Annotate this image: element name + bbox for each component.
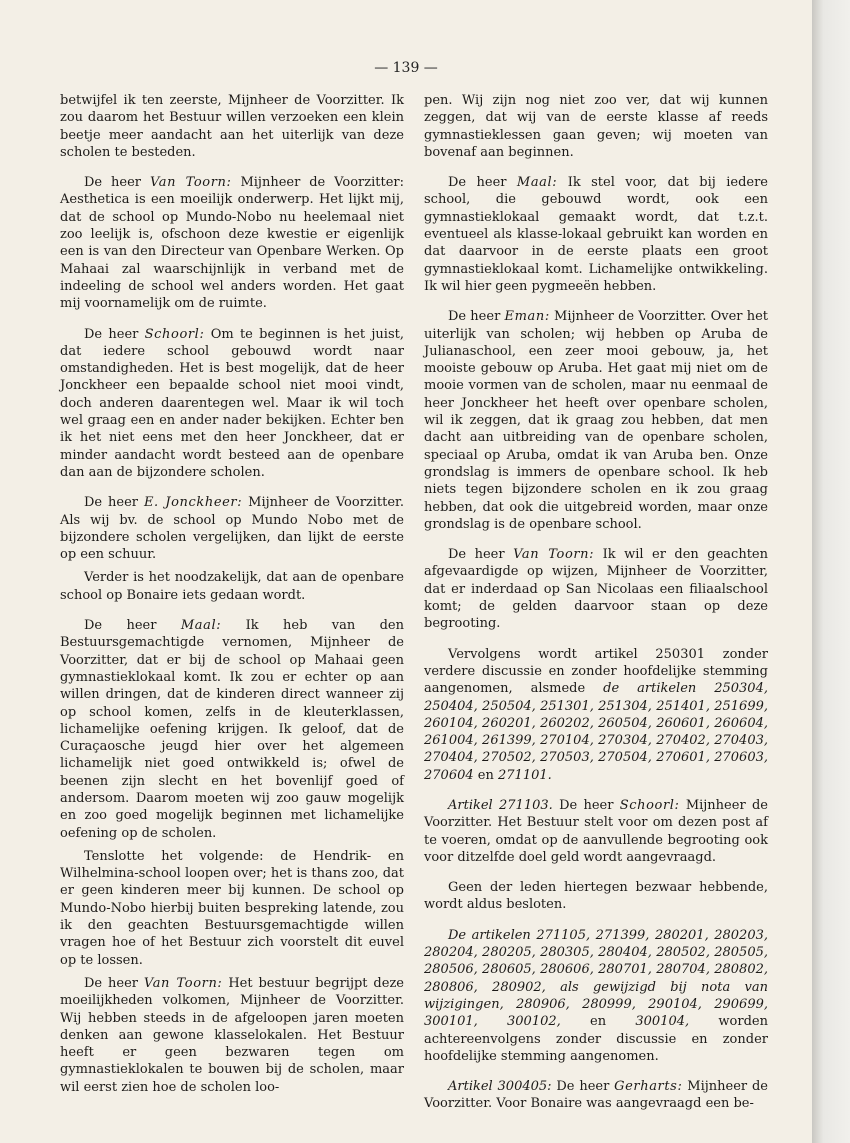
article-speech-paragraph: Artikel 271103. De heer Schoorl: Mijnheer de Voorzitter. Het Bestuur stelt voor om dezen post af te voeren, omdat op de aanvullende begrooting ook voor ditzelfde doel geld wordt aangevraagd. — [424, 797, 768, 865]
paragraph: pen. Wij zijn nog niet zoo ver, dat wij kunnen zeggen, dat wij van de eerste klasse af reeds gymnastieklessen gaan geven; wij moeten van bovenaf aan beginnen. — [424, 93, 768, 160]
paragraph: Tenslotte het volgende: de Hendrik- en Wilhelmina-school loopen over; het is thans zoo, dat er geen kinderen meer bij kunnen. De school op Mundo-Nobo hierbij buiten bespreking latende, zou ik den geachten Bestuursgemachtigde willen vragen hoe of het Bestuur zich voorstelt dit euvel op te lossen. — [60, 848, 404, 968]
paragraph: betwijfel ik ten zeerste, Mijnheer de Voorzitter. Ik zou daarom het Bestuur willen verzoeken een klein beetje meer aandacht aan het uiterlijk van deze scholen te besteden. — [60, 93, 404, 160]
speech-paragraph: De heer E. Jonckheer: Mijnheer de Voorzitter. Als wij bv. de school op Mundo Nobo met de bijzondere scholen vergelijken, dan lijkt de eerste op een schuur. — [60, 495, 404, 563]
speech-paragraph: De heer Schoorl: Om te beginnen is het juist, dat iedere school gebouwd wordt naar omstandigheden. Het is best mogelijk, dat de heer Jonckheer een bepaalde school niet mooi vindt, doch anderen daarentegen wel. Maar ik wil toch wel graag een en ander nader bekijken. Echter ben ik het niet eens met den heer Jonckheer, dat er minder aandacht wordt besteed aan de openbare dan aan de bijzondere scholen. — [60, 326, 404, 480]
articles-paragraph: De artikelen 271105, 271399, 280201, 280203, 280204, 280205, 280305, 280404, 280502, 280505, 280506, 280605, 280606, 280701, 280704, 280802, 280806, 280902, als gewijzigd bij nota van wijzigingen, 280906, 280999, 290104, 290699, 300101, 300102, en 300104, worden achtereenvolgens zonder discussie en zonder hoofdelijke stemming aangenomen. — [424, 927, 768, 1064]
page-number: — 139 — — [374, 60, 438, 76]
speech-paragraph: De heer Eman: Mijnheer de Voorzitter. Over het uiterlijk van scholen; wij hebben op Aruba de Julianaschool, een zeer mooi gebouw, ja, het mooiste gebouw op Aruba. Het gaat mij niet om de mooie vormen van de scholen, maar nu eenmaal de heer Jonckheer het heeft over openbare scholen, wil ik zeggen, dat ik graag zou hebben, dat men dacht aan uitbreiding van de openbare scholen, speciaal op Aruba, omdat ik van Aruba ben. Onze grondslag is immers de openbare school. Ik heb niets tegen bijzondere scholen en ik zou graag hebben, dat ook die uitgebreid worden, maar onze grondslag is de openbare school. — [424, 309, 768, 532]
paragraph: Geen der leden hiertegen bezwaar hebbende, wordt aldus besloten. — [424, 880, 768, 913]
left-column — [60, 92, 404, 1109]
paragraph: Verder is het noodzakelijk, dat aan de openbare school op Bonaire iets gedaan wordt. — [60, 570, 404, 603]
speaker-name: Eman: — [504, 309, 550, 325]
speech-paragraph: De heer Maal: Ik heb van den Bestuursgemachtigde vernomen, Mijnheer de Voorzitter, dat er bij de school op Mahaai geen gymnastieklokaal komt. Ik zou er echter op aan willen dringen, dat de kinderen direct wanneer zij op school komen, zelfs in de kleuterklassen, lichamelijke oefening krijgen. Ik geloof, dat de Curaçaosche jeugd hier over het algemeen lichamelijk niet goed ontwikkeld is; ofwel de beenen zijn slecht en het bovenlijf goed of andersom. Daarom moeten wij zoo gauw mogelijk en zoo goed mogelijk beginnen met lichamelijke oefening op de scholen. — [60, 618, 404, 841]
speaker-name: Schoorl: — [144, 326, 205, 342]
speech-paragraph: De heer Van Toorn: Mijnheer de Voorzitter: Aesthetica is een moeilijk onderwerp. Het lijkt mij, dat de school op Mundo-Nobo nu heelemaal niet zoo leelijk is, ofschoon deze kwestie er eigenlijk een is van den Directeur van Openbare Werken. Op Mahaai zal waarschijnlijk in verband met de indeeling de school wel anders worden. Het gaat mij voornamelijk om de ruimte. — [60, 175, 404, 312]
speaker-name: Van Toorn: — [513, 547, 595, 563]
article-speech-paragraph: Artikel 300405: De heer Gerharts: Mijnheer de Voorzitter. Voor Bonaire was aangevraagd een be- — [424, 1079, 768, 1112]
speaker-name: Gerharts: — [614, 1079, 683, 1095]
article-list: de artikelen 250304, 250404, 250504, 251301, 251304, 251401, 251699, 260104, 260201, 260202, 260504, 260601, 260604, 261004, 261399, 270104, 270304, 270402, 270403, 270404, 270502, 270503, 270504, 270601, 270603, 270604 — [424, 681, 768, 783]
speaker-name: Schoorl: — [619, 797, 680, 813]
speaker-name: Van Toorn: — [149, 175, 232, 191]
article-number: 300104, — [635, 1014, 690, 1030]
speaker-name: Maal: — [516, 175, 558, 191]
speaker-name: Van Toorn: — [143, 975, 223, 991]
speaker-name: Maal: — [180, 618, 222, 634]
page-edge — [812, 0, 850, 1143]
article-number: 271101. — [498, 767, 552, 783]
article-label: Artikel 271103. — [448, 797, 553, 813]
speech-paragraph: De heer Van Toorn: Het bestuur begrijpt deze moeilijkheden volkomen, Mijnheer de Voorzitter. Wij hebben steeds in de afgeloopen jaren moeten denken aan gewone klasselokalen. Het Bestuur heeft er geen bezwaren tegen om gymnastieklokalen te bouwen bij de scholen, maar wil eerst zien hoe de scholen loo- — [60, 975, 404, 1095]
article-label: Artikel 300405: — [448, 1079, 552, 1095]
speech-paragraph: De heer Van Toorn: Ik wil er den geachten afgevaardigde op wijzen, Mijnheer de Voorzitter, dat er inderdaad op San Nicolaas een filiaalschool komt; de gelden daarvoor staan op deze begrooting. — [424, 547, 768, 632]
articles-paragraph: Vervolgens wordt artikel 250301 zonder verdere discussie en zonder hoofdelijke stemming aangenomen, alsmede de artikelen 250304, 250404, 250504, 251301, 251304, 251401, 251699, 260104, 260201, 260202, 260504, 260601, 260604, 261004, 261399, 270104, 270304, 270402, 270403, 270404, 270502, 270503, 270504, 270601, 270603, 270604 en 271101. — [424, 646, 768, 783]
speech-paragraph: De heer Maal: Ik stel voor, dat bij iedere school, die gebouwd wordt, ook een gymnastieklokaal gemaakt wordt, dat t.z.t. eventueel als klasse-lokaal gebruikt kan worden en dat daarvoor in de eerste plaats een groot gymnastieklokaal komt. Lichamelijke ontwikkeling. Ik wil hier geen pygmeeën hebben. — [424, 175, 768, 294]
right-column — [424, 92, 768, 1126]
speaker-name: E. Jonckheer: — [143, 495, 243, 511]
article-list: De artikelen 271105, 271399, 280201, 280203, 280204, 280205, 280305, 280404, 280502, 280505, 280506, 280605, 280606, 280701, 280704, 280802, 280806, 280902, als gewijzigd bij nota van wijzigingen, 280906, 280999, 290104, 290699, 300101, 300102, — [424, 927, 768, 1030]
